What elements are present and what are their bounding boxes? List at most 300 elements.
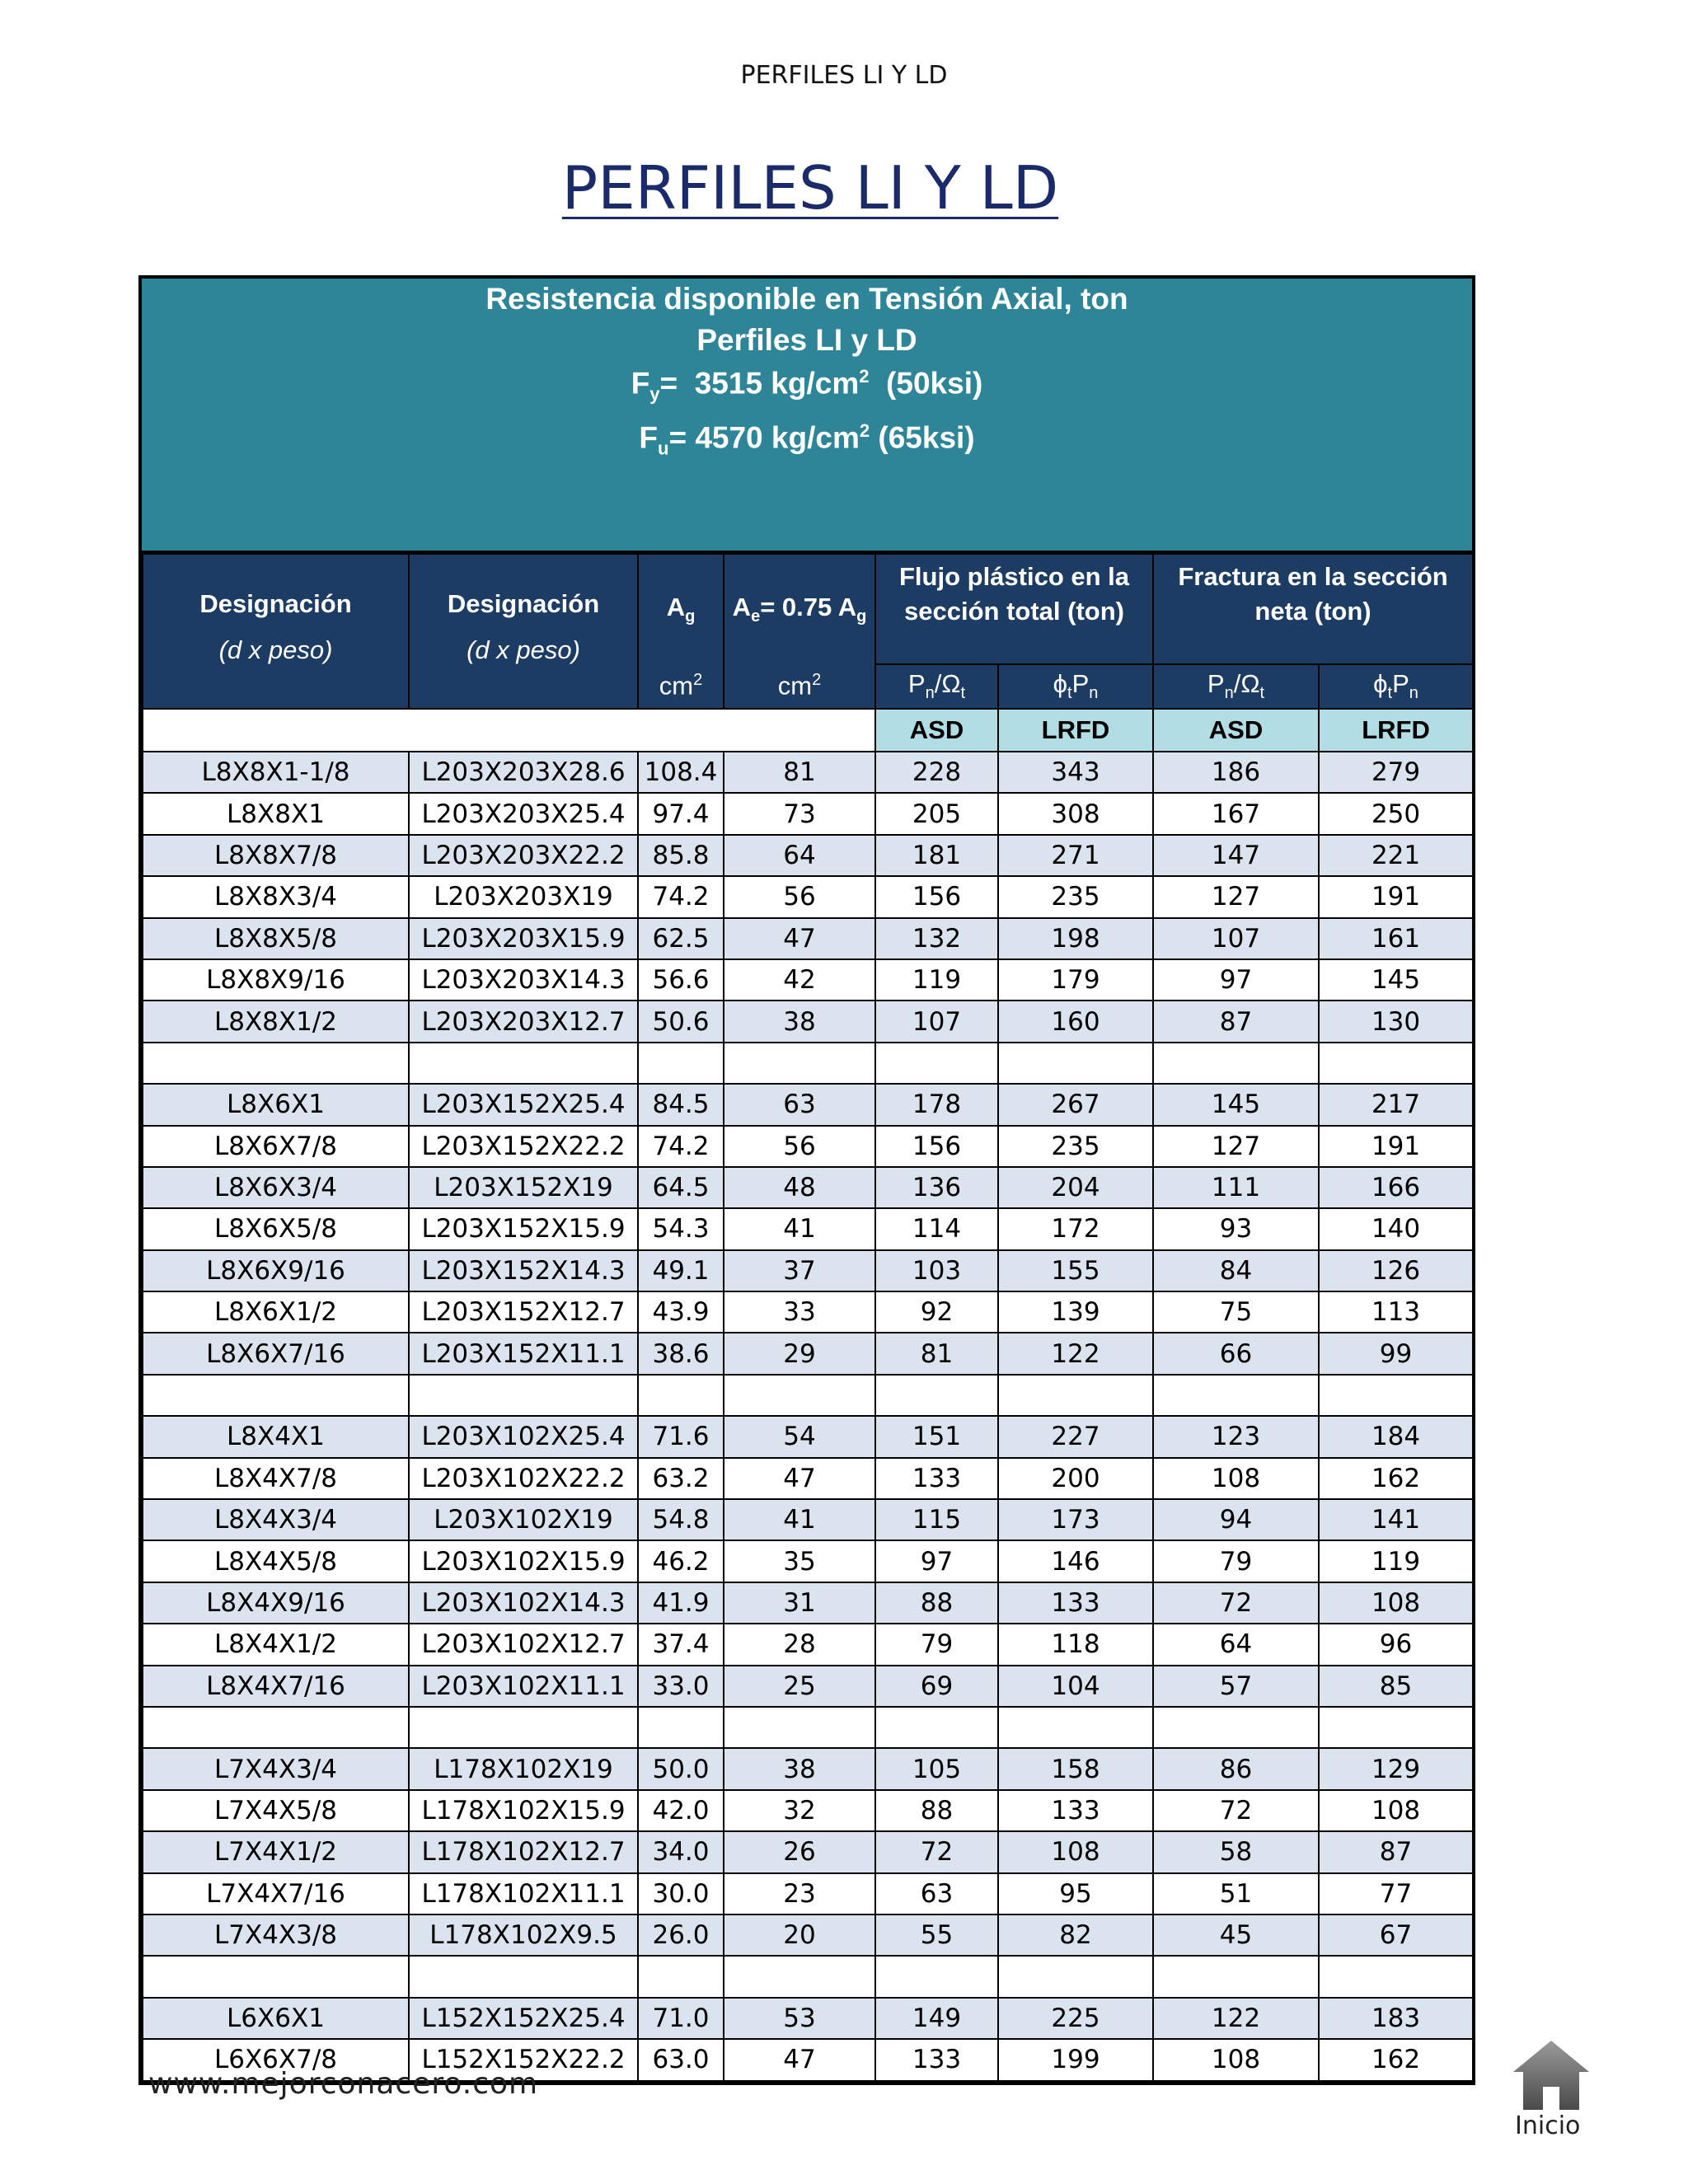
cell-lrfd-flujo: 271 (998, 835, 1153, 876)
cell-asd-flujo: 88 (875, 1582, 998, 1624)
cell-designacion-metric: L203X152X19 (409, 1167, 638, 1208)
cell-ae: 47 (724, 1458, 875, 1499)
cell-ae (724, 1043, 875, 1084)
cell-designacion-metric (409, 1956, 638, 1997)
table-row (143, 918, 1473, 959)
table-row (143, 1126, 1473, 1167)
cell-asd-flujo: 156 (875, 876, 998, 917)
cell-ae: 56 (724, 876, 875, 917)
cell-designacion-imperial: L8X8X1-1/8 (143, 752, 409, 793)
table-row (143, 1998, 1473, 2039)
cell-designacion-imperial: L8X4X5/8 (143, 1540, 409, 1582)
method-lrfd-flujo: LRFD (998, 709, 1153, 752)
cell-lrfd-flujo: 199 (998, 2039, 1153, 2080)
cell-lrfd-flujo: 160 (998, 1001, 1153, 1042)
cell-designacion-imperial: L8X4X9/16 (143, 1582, 409, 1624)
table-row (143, 1873, 1473, 1915)
cell-lrfd-fractura: 161 (1319, 918, 1473, 959)
cell-asd-flujo: 151 (875, 1416, 998, 1457)
table-row (143, 1167, 1473, 1208)
col-ag: $A_g$ (638, 554, 724, 664)
cell-lrfd-fractura: 191 (1319, 876, 1473, 917)
table-spacer-row (143, 1707, 1473, 1748)
cell-lrfd-flujo: 343 (998, 752, 1153, 793)
cell-lrfd-flujo: 198 (998, 918, 1153, 959)
cell-lrfd-fractura: 77 (1319, 1873, 1473, 1915)
cell-ae: 23 (724, 1873, 875, 1915)
cell-asd-flujo: 133 (875, 2039, 998, 2080)
table-row (143, 1540, 1473, 1582)
cell-ag: 38.6 (638, 1333, 724, 1374)
cell-designacion-imperial: L8X8X1/2 (143, 1001, 409, 1042)
cell-ae: 35 (724, 1540, 875, 1582)
cell-ag (638, 1375, 724, 1416)
cell-designacion-metric: L178X102X12.7 (409, 1831, 638, 1872)
cell-lrfd-fractura: 250 (1319, 793, 1473, 834)
cell-designacion-metric: L203X152X22.2 (409, 1126, 638, 1167)
cell-ae: 63 (724, 1084, 875, 1125)
col-group-fractura: Fractura en la sección neta (ton) (1153, 554, 1473, 664)
cell-ag: 41.9 (638, 1582, 724, 1624)
cell-designacion-imperial: L8X4X7/16 (143, 1666, 409, 1707)
cell-designacion-imperial (143, 1956, 409, 1997)
cell-lrfd-flujo: 82 (998, 1915, 1153, 1956)
cell-designacion-metric: L203X102X19 (409, 1499, 638, 1540)
cell-lrfd-flujo: 173 (998, 1499, 1153, 1540)
cell-lrfd-flujo: 95 (998, 1873, 1153, 1915)
cell-ag: 37.4 (638, 1624, 724, 1665)
cell-lrfd-flujo: 172 (998, 1208, 1153, 1249)
col-designacion-metric: Designación (d x peso) (409, 554, 638, 709)
cell-ae: 25 (724, 1666, 875, 1707)
cell-ag: 54.3 (638, 1208, 724, 1249)
cell-designacion-imperial (143, 1707, 409, 1748)
table-row (143, 1499, 1473, 1540)
cell-designacion-imperial: L6X6X7/8 (143, 2039, 409, 2080)
cell-designacion-imperial: L8X6X1/2 (143, 1291, 409, 1333)
cell-ag: 43.9 (638, 1291, 724, 1333)
table-row (143, 1250, 1473, 1291)
sub-phi-pn-fractura: $\phi_tP_n$ (1319, 664, 1473, 709)
cell-designacion-metric: L203X152X12.7 (409, 1291, 638, 1333)
cell-ag: 49.1 (638, 1250, 724, 1291)
table-spacer-row (143, 1375, 1473, 1416)
cell-designacion-metric: L203X152X14.3 (409, 1250, 638, 1291)
banner-fy: $F_y= 3515$ $kg/cm^2$ (50ksi) (631, 366, 983, 405)
cell-asd-fractura: 147 (1153, 835, 1319, 876)
cell-lrfd-flujo (998, 1956, 1153, 1997)
cell-asd-fractura: 58 (1153, 1831, 1319, 1872)
cell-lrfd-flujo: 146 (998, 1540, 1153, 1582)
cell-asd-flujo: 133 (875, 1458, 998, 1499)
cell-lrfd-flujo: 235 (998, 876, 1153, 917)
cell-designacion-metric: L203X203X15.9 (409, 918, 638, 959)
cell-ag: 64.5 (638, 1167, 724, 1208)
cell-designacion-imperial: L8X8X1 (143, 793, 409, 834)
cell-lrfd-flujo: 225 (998, 1998, 1153, 2039)
cell-lrfd-flujo: 133 (998, 1790, 1153, 1831)
cell-ag: 46.2 (638, 1540, 724, 1582)
cell-ag: 30.0 (638, 1873, 724, 1915)
cell-asd-flujo: 136 (875, 1167, 998, 1208)
cell-designacion-imperial: L8X4X1 (143, 1416, 409, 1457)
cell-lrfd-flujo (998, 1043, 1153, 1084)
cell-designacion-metric: L203X203X19 (409, 876, 638, 917)
cell-asd-flujo: 79 (875, 1624, 998, 1665)
cell-ag (638, 1043, 724, 1084)
cell-designacion-metric: L152X152X25.4 (409, 1998, 638, 2039)
house-icon[interactable] (1512, 2039, 1591, 2111)
col-group-flujo: Flujo plástico en la sección total (ton) (875, 554, 1153, 664)
cell-lrfd-flujo: 104 (998, 1666, 1153, 1707)
cell-lrfd-fractura (1319, 1375, 1473, 1416)
table-spacer-row (143, 1043, 1473, 1084)
table-row (143, 1084, 1473, 1125)
cell-designacion-metric: L203X102X25.4 (409, 1416, 638, 1457)
cell-designacion-imperial: L8X8X3/4 (143, 876, 409, 917)
cell-asd-flujo: 178 (875, 1084, 998, 1125)
cell-asd-fractura: 93 (1153, 1208, 1319, 1249)
cell-asd-flujo: 132 (875, 918, 998, 959)
cell-asd-flujo: 205 (875, 793, 998, 834)
cell-asd-fractura: 145 (1153, 1084, 1319, 1125)
cell-lrfd-flujo: 155 (998, 1250, 1153, 1291)
cell-ae: 56 (724, 1126, 875, 1167)
cell-asd-flujo (875, 1375, 998, 1416)
cell-asd-flujo (875, 1707, 998, 1748)
table-row (143, 1748, 1473, 1789)
cell-ag: 85.8 (638, 835, 724, 876)
cell-designacion-metric: L203X203X22.2 (409, 835, 638, 876)
cell-asd-flujo: 72 (875, 1831, 998, 1872)
cell-ae (724, 1956, 875, 1997)
cell-asd-fractura: 57 (1153, 1666, 1319, 1707)
cell-asd-fractura (1153, 1707, 1319, 1748)
cell-asd-flujo: 119 (875, 959, 998, 1001)
cell-lrfd-fractura: 119 (1319, 1540, 1473, 1582)
cell-ag: 108.4 (638, 752, 724, 793)
table-row (143, 1666, 1473, 1707)
cell-designacion-imperial: L7X4X5/8 (143, 1790, 409, 1831)
cell-asd-flujo: 69 (875, 1666, 998, 1707)
cell-asd-flujo: 181 (875, 835, 998, 876)
cell-asd-flujo: 81 (875, 1333, 998, 1374)
cell-asd-fractura (1153, 1956, 1319, 1997)
cell-lrfd-fractura (1319, 1956, 1473, 1997)
cell-lrfd-flujo: 122 (998, 1333, 1153, 1374)
cell-lrfd-flujo: 118 (998, 1624, 1153, 1665)
cell-ae: 29 (724, 1333, 875, 1374)
cell-lrfd-fractura: 113 (1319, 1291, 1473, 1333)
cell-designacion-metric: L203X152X25.4 (409, 1084, 638, 1125)
cell-lrfd-flujo: 267 (998, 1084, 1153, 1125)
table-row (143, 752, 1473, 793)
cell-ae: 37 (724, 1250, 875, 1291)
cell-ae: 38 (724, 1001, 875, 1042)
cell-designacion-metric: L203X203X28.6 (409, 752, 638, 793)
cell-asd-flujo: 156 (875, 1126, 998, 1167)
table-row (143, 1416, 1473, 1457)
cell-asd-fractura: 94 (1153, 1499, 1319, 1540)
col-ae: $A_e= 0.75$ $A_g$ (724, 554, 875, 664)
cell-lrfd-flujo (998, 1375, 1153, 1416)
cell-asd-fractura: 127 (1153, 876, 1319, 917)
cell-designacion-metric: L203X102X22.2 (409, 1458, 638, 1499)
cell-lrfd-flujo: 235 (998, 1126, 1153, 1167)
cell-asd-flujo: 149 (875, 1998, 998, 2039)
cell-lrfd-fractura: 162 (1319, 1458, 1473, 1499)
cell-ae: 20 (724, 1915, 875, 1956)
cell-designacion-imperial: L8X4X3/4 (143, 1499, 409, 1540)
cell-ae: 48 (724, 1167, 875, 1208)
cell-asd-fractura: 87 (1153, 1001, 1319, 1042)
cell-ae: 41 (724, 1208, 875, 1249)
cell-designacion-metric: L203X203X14.3 (409, 959, 638, 1001)
cell-asd-fractura: 64 (1153, 1624, 1319, 1665)
cell-lrfd-fractura: 96 (1319, 1624, 1473, 1665)
cell-designacion-imperial: L8X6X5/8 (143, 1208, 409, 1249)
cell-ae: 33 (724, 1291, 875, 1333)
cell-designacion-imperial: L8X6X3/4 (143, 1167, 409, 1208)
cell-designacion-metric: L152X152X22.2 (409, 2039, 638, 2080)
cell-asd-fractura: 108 (1153, 2039, 1319, 2080)
cell-lrfd-fractura: 162 (1319, 2039, 1473, 2080)
cell-ag: 97.4 (638, 793, 724, 834)
cell-asd-flujo: 105 (875, 1748, 998, 1789)
banner-title: Resistencia disponible en Tensión Axial, ton (485, 282, 1128, 316)
page-title: PERFILES LI Y LD (561, 153, 1059, 223)
table-row (143, 1915, 1473, 1956)
cell-asd-fractura: 167 (1153, 793, 1319, 834)
cell-designacion-imperial: L8X4X7/8 (143, 1458, 409, 1499)
table-row (143, 1790, 1473, 1831)
cell-asd-fractura: 123 (1153, 1416, 1319, 1457)
unit-ag: $cm^2$ (638, 664, 724, 709)
cell-asd-fractura: 111 (1153, 1167, 1319, 1208)
cell-ag: 56.6 (638, 959, 724, 1001)
cell-lrfd-fractura: 279 (1319, 752, 1473, 793)
cell-asd-fractura: 107 (1153, 918, 1319, 959)
unit-ae: $cm^2$ (724, 664, 875, 709)
cell-designacion-imperial: L8X6X9/16 (143, 1250, 409, 1291)
cell-designacion-imperial (143, 1375, 409, 1416)
cell-lrfd-fractura: 126 (1319, 1250, 1473, 1291)
cell-lrfd-flujo: 200 (998, 1458, 1153, 1499)
cell-lrfd-flujo: 108 (998, 1831, 1153, 1872)
cell-lrfd-flujo: 139 (998, 1291, 1153, 1333)
cell-ae: 41 (724, 1499, 875, 1540)
cell-asd-fractura: 66 (1153, 1333, 1319, 1374)
cell-lrfd-fractura: 87 (1319, 1831, 1473, 1872)
banner-fu: $F_u= 4570$ $kg/cm^2$ (65ksi) (639, 420, 975, 459)
cell-designacion-metric: L203X102X14.3 (409, 1582, 638, 1624)
cell-lrfd-fractura: 141 (1319, 1499, 1473, 1540)
strength-table (142, 553, 1474, 2082)
cell-asd-fractura: 72 (1153, 1790, 1319, 1831)
cell-designacion-imperial: L7X4X1/2 (143, 1831, 409, 1872)
cell-asd-fractura: 84 (1153, 1250, 1319, 1291)
cell-designacion-imperial (143, 1043, 409, 1084)
table-row (143, 793, 1473, 834)
cell-designacion-imperial: L8X6X7/8 (143, 1126, 409, 1167)
cell-ag: 74.2 (638, 1126, 724, 1167)
cell-ae: 26 (724, 1831, 875, 1872)
cell-asd-flujo (875, 1956, 998, 1997)
cell-designacion-metric: L203X102X12.7 (409, 1624, 638, 1665)
cell-lrfd-flujo: 179 (998, 959, 1153, 1001)
cell-asd-fractura: 75 (1153, 1291, 1319, 1333)
footer-url[interactable]: www.mejorconacero.com (148, 2067, 539, 2101)
cell-lrfd-fractura: 166 (1319, 1167, 1473, 1208)
cell-designacion-metric: L203X203X12.7 (409, 1001, 638, 1042)
cell-lrfd-fractura: 221 (1319, 835, 1473, 876)
table-row (143, 1001, 1473, 1042)
cell-lrfd-fractura: 140 (1319, 1208, 1473, 1249)
cell-asd-fractura: 122 (1153, 1998, 1319, 2039)
cell-designacion-imperial: L8X8X5/8 (143, 918, 409, 959)
cell-asd-fractura: 186 (1153, 752, 1319, 793)
cell-designacion-metric (409, 1375, 638, 1416)
cell-designacion-metric: L178X102X15.9 (409, 1790, 638, 1831)
table-row (143, 1831, 1473, 1872)
cell-lrfd-flujo: 158 (998, 1748, 1153, 1789)
table-row (143, 959, 1473, 1001)
cell-designacion-metric: L178X102X19 (409, 1748, 638, 1789)
cell-lrfd-fractura: 85 (1319, 1666, 1473, 1707)
cell-ag: 26.0 (638, 1915, 724, 1956)
cell-ae: 73 (724, 793, 875, 834)
cell-asd-fractura (1153, 1043, 1319, 1084)
method-lrfd-fractura: LRFD (1319, 709, 1473, 752)
cell-ag: 62.5 (638, 918, 724, 959)
cell-asd-fractura: 86 (1153, 1748, 1319, 1789)
cell-ag: 54.8 (638, 1499, 724, 1540)
cell-ag: 63.0 (638, 2039, 724, 2080)
cell-ag: 71.0 (638, 1998, 724, 2039)
cell-asd-fractura: 45 (1153, 1915, 1319, 1956)
home-label[interactable]: Inicio (1515, 2111, 1581, 2140)
cell-designacion-imperial: L6X6X1 (143, 1998, 409, 2039)
cell-ag: 74.2 (638, 876, 724, 917)
cell-ae: 53 (724, 1998, 875, 2039)
cell-ae: 42 (724, 959, 875, 1001)
cell-ae: 81 (724, 752, 875, 793)
cell-asd-fractura: 108 (1153, 1458, 1319, 1499)
cell-lrfd-fractura: 108 (1319, 1790, 1473, 1831)
cell-ag: 71.6 (638, 1416, 724, 1457)
table-banner (142, 279, 1472, 553)
cell-ae: 54 (724, 1416, 875, 1457)
cell-designacion-imperial: L8X8X9/16 (143, 959, 409, 1001)
table-row (143, 1458, 1473, 1499)
cell-ag: 63.2 (638, 1458, 724, 1499)
strength-table-sheet (138, 275, 1475, 2085)
cell-lrfd-fractura: 67 (1319, 1915, 1473, 1956)
cell-asd-flujo: 63 (875, 1873, 998, 1915)
cell-designacion-metric: L178X102X11.1 (409, 1873, 638, 1915)
cell-lrfd-fractura: 130 (1319, 1001, 1473, 1042)
cell-designacion-metric: L203X152X15.9 (409, 1208, 638, 1249)
cell-ag (638, 1956, 724, 1997)
cell-ag: 33.0 (638, 1666, 724, 1707)
cell-lrfd-fractura: 184 (1319, 1416, 1473, 1457)
table-row (143, 1333, 1473, 1374)
cell-asd-flujo (875, 1043, 998, 1084)
method-row-blank (143, 709, 875, 752)
sub-phi-pn-flujo: $\phi_tP_n$ (998, 664, 1153, 709)
banner-subtitle: Perfiles LI y LD (696, 323, 917, 357)
cell-ae: 32 (724, 1790, 875, 1831)
table-row (143, 1624, 1473, 1665)
table-row (143, 1582, 1473, 1624)
cell-asd-fractura: 72 (1153, 1582, 1319, 1624)
cell-ag: 84.5 (638, 1084, 724, 1125)
cell-ag: 50.6 (638, 1001, 724, 1042)
cell-asd-flujo: 115 (875, 1499, 998, 1540)
cell-designacion-imperial: L8X6X1 (143, 1084, 409, 1125)
cell-ae: 64 (724, 835, 875, 876)
table-row (143, 876, 1473, 917)
table-spacer-row (143, 1956, 1473, 1997)
cell-asd-flujo: 114 (875, 1208, 998, 1249)
running-header: PERFILES LI Y LD (740, 61, 948, 90)
cell-designacion-metric: L203X102X15.9 (409, 1540, 638, 1582)
cell-lrfd-fractura: 99 (1319, 1333, 1473, 1374)
cell-asd-fractura: 79 (1153, 1540, 1319, 1582)
cell-asd-flujo: 92 (875, 1291, 998, 1333)
cell-ae: 31 (724, 1582, 875, 1624)
cell-lrfd-fractura: 108 (1319, 1582, 1473, 1624)
cell-lrfd-flujo: 133 (998, 1582, 1153, 1624)
cell-lrfd-flujo: 204 (998, 1167, 1153, 1208)
cell-lrfd-fractura: 217 (1319, 1084, 1473, 1125)
table-row (143, 835, 1473, 876)
table-row (143, 1291, 1473, 1333)
cell-ae (724, 1707, 875, 1748)
cell-ae (724, 1375, 875, 1416)
cell-designacion-imperial: L7X4X7/16 (143, 1873, 409, 1915)
cell-designacion-metric (409, 1043, 638, 1084)
method-asd-flujo: ASD (875, 709, 998, 752)
cell-asd-flujo: 97 (875, 1540, 998, 1582)
table-row (143, 1208, 1473, 1249)
cell-designacion-metric: L203X152X11.1 (409, 1333, 638, 1374)
cell-lrfd-fractura: 183 (1319, 1998, 1473, 2039)
cell-lrfd-flujo: 227 (998, 1416, 1153, 1457)
cell-ae: 47 (724, 918, 875, 959)
cell-asd-flujo: 228 (875, 752, 998, 793)
cell-lrfd-fractura (1319, 1043, 1473, 1084)
cell-lrfd-fractura (1319, 1707, 1473, 1748)
cell-designacion-imperial: L8X4X1/2 (143, 1624, 409, 1665)
cell-asd-fractura: 97 (1153, 959, 1319, 1001)
cell-ag (638, 1707, 724, 1748)
cell-lrfd-flujo: 308 (998, 793, 1153, 834)
cell-ae: 47 (724, 2039, 875, 2080)
cell-lrfd-flujo (998, 1707, 1153, 1748)
cell-designacion-imperial: L8X6X7/16 (143, 1333, 409, 1374)
cell-designacion-imperial: L7X4X3/4 (143, 1748, 409, 1789)
cell-lrfd-fractura: 129 (1319, 1748, 1473, 1789)
cell-lrfd-fractura: 145 (1319, 959, 1473, 1001)
cell-designacion-metric: L178X102X9.5 (409, 1915, 638, 1956)
cell-designacion-metric (409, 1707, 638, 1748)
cell-designacion-imperial: L8X8X7/8 (143, 835, 409, 876)
cell-asd-flujo: 88 (875, 1790, 998, 1831)
cell-asd-flujo: 103 (875, 1250, 998, 1291)
cell-designacion-metric: L203X203X25.4 (409, 793, 638, 834)
cell-lrfd-fractura: 191 (1319, 1126, 1473, 1167)
